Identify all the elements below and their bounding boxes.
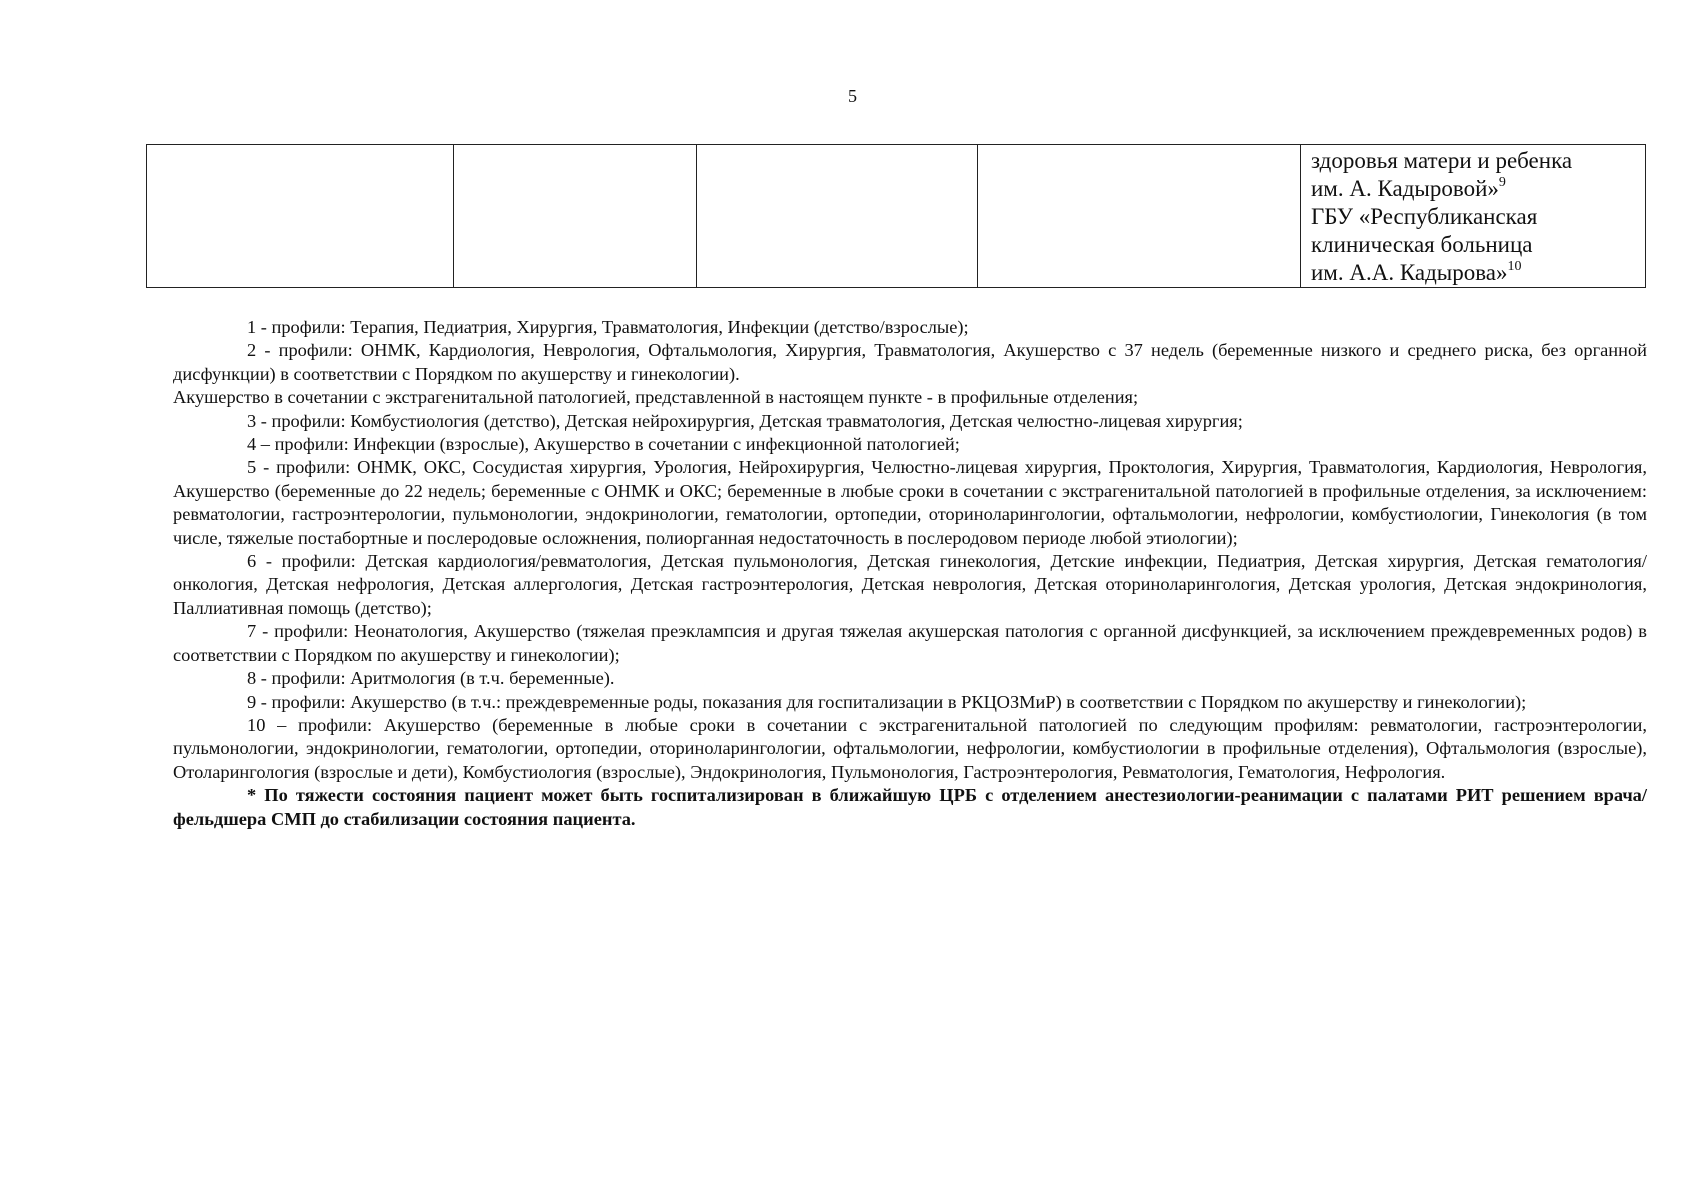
- table-continuation: [146, 144, 1646, 288]
- footnote-5: 5 - профили: ОНМК, ОКС, Сосудистая хирургия, Урология, Нейрохирургия, Челюстно-лицевая хирургия, Проктология, Хирургия, Травматология, Кардиология, Неврология, Акушерство (беременные до 22 недель; беременные с ОНМК и ОКС; беременные в любые сроки в сочетании с экстрагенитальной патологией в профильные отделения, за исключением: ревматологии, гастроэнтерологии, пульмонологии, эндокринологии, гематологии, ортопедии, оториноларингологии, офтальмологии, нефрологии, комбустиологии, Гинекология (в том числе, тяжелые постабортные и послеродовые осложнения, полиорганная недостаточность в послеродовом периоде любой этиологии);: [173, 457, 1647, 548]
- footnote-7: 7 - профили: Неонатология, Акушерство (тяжелая преэклампсия и другая тяжелая акушерская патология с органной дисфункцией, за исключением преждевременных родов) в соответствии с Порядком по акушерству и гинекологии);: [173, 621, 1647, 665]
- table-cell-empty: [978, 145, 1301, 288]
- cell-line: клиническая больница: [1311, 232, 1533, 257]
- table-cell-empty: [697, 145, 978, 288]
- table-cell-institutions: [1301, 145, 1646, 288]
- footnotes: [173, 316, 1647, 831]
- footnote-3: 3 - профили: Комбустиология (детство), Детская нейрохирургия, Детская травматология, Детская челюстно-лицевая хирургия;: [247, 410, 1243, 431]
- table-cell-empty: [147, 145, 454, 288]
- table-row: [147, 145, 1646, 288]
- table-cell-empty: [454, 145, 697, 288]
- footnote-8: 8 - профили: Аритмология (в т.ч. беременные).: [247, 668, 615, 689]
- severity-note: * По тяжести состояния пациент может быть госпитализирован в ближайшую ЦРБ с отделением анестезиологии-реанимации с палатами РИТ решением врача/фельдшера СМП до стабилизации состояния пациента.: [173, 785, 1647, 829]
- footnote-1: 1 - профили: Терапия, Педиатрия, Хирургия, Травматология, Инфекции (детство/взрослые);: [247, 317, 969, 337]
- footnote-2: 2 - профили: ОНМК, Кардиология, Неврология, Офтальмология, Хирургия, Травматология, Акушерство с 37 недель (беременные низкого и среднего риска, без органной дисфункции) в соответствии с Порядком по акушерству и гинекологии).: [173, 340, 1647, 384]
- page-number: 5: [848, 86, 857, 106]
- footnote-2-continuation: Акушерство в сочетании с экстрагенитальной патологией, представленной в настоящем пункте - в профильные отделения;: [173, 387, 1139, 408]
- footnote-4: 4 – профили: Инфекции (взрослые), Акушерство в сочетании с инфекционной патологией;: [247, 434, 960, 455]
- cell-line: здоровья матери и ребенка: [1311, 148, 1573, 173]
- cell-line: им. А. Кадыровой»: [1311, 176, 1499, 201]
- cell-line: им. А.А. Кадырова»: [1311, 260, 1508, 285]
- footnote-6: 6 - профили: Детская кардиология/ревматология, Детская пульмонология, Детская гинекология, Детские инфекции, Педиатрия, Детская хирургия, Детская гематология/онкология, Детская нефрология, Детская аллергология, Детская гастроэнтерология, Детская неврология, Детская оториноларингология, Детская урология, Детская эндокринология, Паллиативная помощь (детство);: [173, 551, 1647, 618]
- cell-line: ГБУ «Республиканская: [1311, 204, 1538, 229]
- footnote-mark: 10: [1507, 259, 1522, 274]
- footnote-mark: 9: [1498, 175, 1506, 190]
- footnote-10: 10 – профили: Акушерство (беременные в любые сроки в сочетании с экстрагенитальной патологией по следующим профилям: ревматологии, гастроэнтерологии, пульмонологии, эндокринологии, гематологии, ортопедии, оториноларингологии, офтальмологии, нефрологии, комбустиологии в профильные отделения), Офтальмология (взрослые), Отоларингология (взрослые и дети), Комбустиология (взрослые), Эндокринология, Пульмонология, Гастроэнтерология, Ревматология, Гематология, Нефрология.: [173, 714, 1647, 782]
- footnote-9: 9 - профили: Акушерство (в т.ч.: преждевременные роды, показания для госпитализации в РКЦОЗМиР) в соответствии с Порядком по акушерству и гинекологии);: [247, 691, 1527, 712]
